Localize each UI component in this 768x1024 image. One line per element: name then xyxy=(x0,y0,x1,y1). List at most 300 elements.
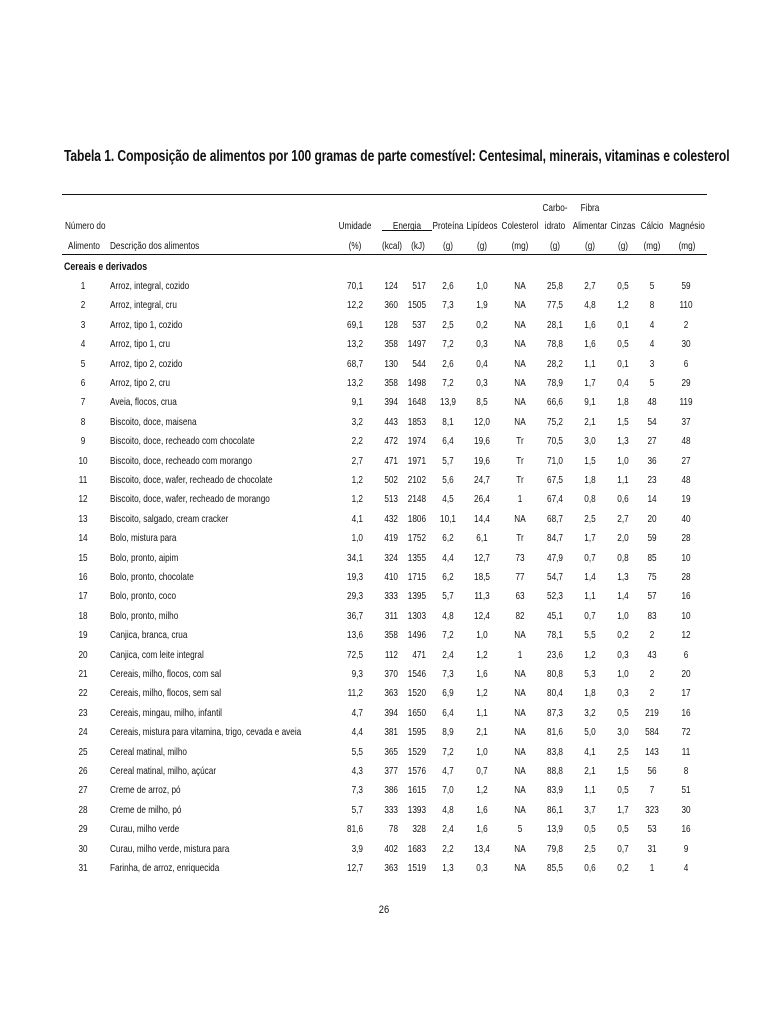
cell-numero: 11 xyxy=(78,474,88,486)
cell-carbo: 83,8 xyxy=(547,745,563,758)
cell-umidade: 11,2 xyxy=(347,687,363,700)
cell-lipideos: 8,5 xyxy=(476,396,488,409)
header-rule xyxy=(62,254,707,255)
cell-numero: 2 xyxy=(80,299,86,312)
table-row xyxy=(0,590,768,609)
cell-descricao: Bolo, pronto, aipim xyxy=(110,551,179,564)
cell-kj: 1395 xyxy=(407,590,426,603)
cell-calcio: 31 xyxy=(647,842,657,855)
cell-colesterol: Tr xyxy=(516,532,524,545)
cell-fibra: 1,2 xyxy=(584,648,596,661)
cell-numero: 13 xyxy=(78,512,88,525)
cell-proteina: 2,4 xyxy=(442,648,454,661)
cell-lipideos: 1,9 xyxy=(476,299,488,312)
cell-colesterol: NA xyxy=(514,280,526,292)
cell-cinzas: 0,3 xyxy=(617,687,629,700)
cell-cinzas: 3,0 xyxy=(617,726,629,739)
header-kj-unit: (kJ) xyxy=(411,240,425,252)
cell-colesterol: NA xyxy=(514,299,526,312)
header-numero-bottom: Alimento xyxy=(68,240,100,252)
cell-kcal: 377 xyxy=(384,765,398,777)
cell-cinzas: 1,0 xyxy=(617,454,629,467)
cell-calcio: 323 xyxy=(645,803,659,816)
cell-magnesio: 10 xyxy=(681,609,691,622)
cell-carbo: 54,7 xyxy=(547,571,563,583)
cell-fibra: 2,5 xyxy=(584,842,596,855)
cell-numero: 17 xyxy=(78,590,88,603)
cell-lipideos: 11,3 xyxy=(474,590,490,603)
cell-calcio: 56 xyxy=(647,765,657,777)
cell-carbo: 81,6 xyxy=(547,726,563,739)
cell-proteina: 4,8 xyxy=(442,609,454,622)
cell-colesterol: NA xyxy=(514,318,526,331)
cell-carbo: 28,2 xyxy=(547,357,563,370)
table-title: Tabela 1. Composição de alimentos por 100 gramas de parte comestível: Centesimal, minerais, vitaminas e colesterol xyxy=(64,148,730,165)
cell-fibra: 4,1 xyxy=(584,745,596,758)
cell-calcio: 36 xyxy=(647,454,657,467)
cell-magnesio: 6 xyxy=(683,357,689,370)
cell-fibra: 1,8 xyxy=(584,687,596,700)
cell-fibra: 2,1 xyxy=(584,765,596,777)
table-row xyxy=(0,299,768,318)
cell-numero: 14 xyxy=(78,532,88,545)
cell-proteina: 4,8 xyxy=(442,803,454,816)
table-row xyxy=(0,610,768,629)
cell-lipideos: 0,3 xyxy=(476,338,488,351)
cell-cinzas: 0,5 xyxy=(617,280,629,292)
cell-colesterol: NA xyxy=(514,784,526,797)
cell-descricao: Arroz, tipo 2, cru xyxy=(110,377,171,389)
section-heading: Cereais e derivados xyxy=(64,261,148,273)
cell-numero: 21 xyxy=(78,668,88,680)
cell-magnesio: 20 xyxy=(681,668,691,680)
cell-colesterol: NA xyxy=(514,842,526,855)
cell-umidade: 4,1 xyxy=(351,512,363,525)
cell-cinzas: 1,4 xyxy=(617,590,629,603)
cell-fibra: 2,5 xyxy=(584,512,596,525)
cell-kcal: 402 xyxy=(384,842,398,855)
cell-proteina: 4,5 xyxy=(442,493,454,506)
cell-proteina: 10,1 xyxy=(440,512,456,525)
cell-proteina: 7,3 xyxy=(442,668,454,680)
table-row xyxy=(0,552,768,571)
cell-numero: 12 xyxy=(78,493,88,506)
cell-kj: 1853 xyxy=(407,415,426,428)
cell-descricao: Creme de arroz, pó xyxy=(110,784,181,797)
cell-proteina: 7,2 xyxy=(442,377,454,389)
cell-carbo: 85,5 xyxy=(547,862,563,874)
cell-cinzas: 2,7 xyxy=(617,512,629,525)
cell-magnesio: 16 xyxy=(681,823,691,836)
cell-calcio: 4 xyxy=(649,338,655,351)
table-row xyxy=(0,862,768,881)
cell-umidade: 7,3 xyxy=(351,784,363,797)
header-descricao: Descrição dos alimentos xyxy=(110,240,200,252)
cell-proteina: 6,4 xyxy=(442,435,454,448)
cell-lipideos: 6,1 xyxy=(476,532,488,545)
cell-proteina: 6,2 xyxy=(442,571,454,583)
cell-cinzas: 2,0 xyxy=(617,532,629,545)
cell-kj: 2148 xyxy=(407,493,426,506)
table-row xyxy=(0,416,768,435)
header-proteina: Proteína xyxy=(432,220,464,232)
cell-cinzas: 1,1 xyxy=(617,474,629,486)
cell-cinzas: 1,7 xyxy=(617,803,629,816)
cell-proteina: 1,3 xyxy=(442,862,454,874)
cell-carbo: 70,5 xyxy=(547,435,563,448)
cell-magnesio: 6 xyxy=(683,648,689,661)
cell-fibra: 1,6 xyxy=(584,318,596,331)
cell-lipideos: 1,2 xyxy=(476,687,488,700)
cell-proteina: 8,9 xyxy=(442,726,454,739)
table-row xyxy=(0,455,768,474)
cell-calcio: 2 xyxy=(649,687,655,700)
table-row xyxy=(0,765,768,784)
cell-cinzas: 1,5 xyxy=(617,415,629,428)
cell-colesterol: NA xyxy=(514,377,526,389)
cell-kj: 1683 xyxy=(407,842,426,855)
cell-kj: 1615 xyxy=(407,784,426,797)
cell-lipideos: 1,2 xyxy=(476,784,488,797)
cell-umidade: 12,2 xyxy=(347,299,363,312)
cell-lipideos: 0,7 xyxy=(476,765,488,777)
cell-fibra: 1,6 xyxy=(584,338,596,351)
cell-colesterol: NA xyxy=(514,415,526,428)
cell-descricao: Cereais, milho, flocos, sem sal xyxy=(110,687,222,700)
cell-kcal: 78 xyxy=(388,823,398,836)
cell-cinzas: 0,6 xyxy=(617,493,629,506)
cell-carbo: 52,3 xyxy=(547,590,563,603)
cell-magnesio: 27 xyxy=(681,454,691,467)
cell-calcio: 5 xyxy=(649,377,655,389)
cell-lipideos: 1,0 xyxy=(476,280,488,292)
cell-lipideos: 18,5 xyxy=(474,571,490,583)
cell-kcal: 471 xyxy=(384,454,398,467)
cell-umidade: 19,3 xyxy=(347,571,363,583)
cell-kcal: 363 xyxy=(384,687,398,700)
cell-fibra: 1,1 xyxy=(584,784,596,797)
cell-fibra: 2,7 xyxy=(584,280,596,292)
cell-fibra: 1,1 xyxy=(584,590,596,603)
cell-magnesio: 11 xyxy=(681,745,691,758)
cell-fibra: 0,7 xyxy=(584,551,596,564)
cell-magnesio: 72 xyxy=(681,726,691,739)
cell-cinzas: 1,8 xyxy=(617,396,629,409)
cell-calcio: 53 xyxy=(647,823,657,836)
cell-magnesio: 59 xyxy=(681,280,691,292)
cell-colesterol: NA xyxy=(514,668,526,680)
cell-cinzas: 0,1 xyxy=(617,357,629,370)
cell-umidade: 1,2 xyxy=(351,474,363,486)
header-calcio-unit: (mg) xyxy=(643,240,661,252)
cell-umidade: 13,2 xyxy=(347,338,363,351)
table-row xyxy=(0,687,768,706)
header-carbo-bottom: idrato xyxy=(544,220,566,232)
cell-magnesio: 110 xyxy=(679,299,693,312)
cell-lipideos: 12,4 xyxy=(474,609,490,622)
cell-cinzas: 0,3 xyxy=(617,648,629,661)
cell-numero: 28 xyxy=(78,803,88,816)
cell-proteina: 7,0 xyxy=(442,784,454,797)
cell-umidade: 1,2 xyxy=(351,493,363,506)
header-lipideos-unit: (g) xyxy=(476,240,488,252)
cell-magnesio: 28 xyxy=(681,532,691,545)
cell-cinzas: 1,3 xyxy=(617,571,629,583)
cell-numero: 6 xyxy=(80,377,86,389)
cell-kcal: 386 xyxy=(384,784,398,797)
table-row xyxy=(0,377,768,396)
cell-kj: 1715 xyxy=(407,571,426,583)
cell-carbo: 66,6 xyxy=(547,396,563,409)
cell-magnesio: 16 xyxy=(681,590,691,603)
cell-colesterol: Tr xyxy=(516,474,524,486)
cell-magnesio: 51 xyxy=(681,784,691,797)
cell-calcio: 75 xyxy=(647,571,657,583)
cell-colesterol: NA xyxy=(514,765,526,777)
table-row xyxy=(0,746,768,765)
cell-kj: 1498 xyxy=(407,377,426,389)
cell-kcal: 365 xyxy=(384,745,398,758)
cell-umidade: 69,1 xyxy=(347,318,363,331)
cell-fibra: 2,1 xyxy=(584,415,596,428)
cell-kj: 1546 xyxy=(407,668,426,680)
header-calcio: Cálcio xyxy=(640,220,664,232)
cell-fibra: 1,8 xyxy=(584,474,596,486)
cell-proteina: 5,7 xyxy=(442,590,454,603)
cell-magnesio: 4 xyxy=(683,862,689,874)
cell-kj: 1355 xyxy=(407,551,426,564)
cell-fibra: 1,1 xyxy=(584,357,596,370)
cell-cinzas: 1,0 xyxy=(617,609,629,622)
cell-calcio: 2 xyxy=(649,629,655,642)
cell-fibra: 1,4 xyxy=(584,571,596,583)
cell-proteina: 2,4 xyxy=(442,823,454,836)
header-umidade: Umidade xyxy=(338,220,372,232)
cell-calcio: 14 xyxy=(647,493,657,506)
cell-calcio: 584 xyxy=(645,726,659,739)
header-carbo-top: Carbo- xyxy=(542,202,568,214)
cell-kcal: 333 xyxy=(384,590,398,603)
cell-numero: 8 xyxy=(80,415,86,428)
cell-lipideos: 1,6 xyxy=(476,668,488,680)
cell-kj: 1974 xyxy=(407,435,426,448)
cell-fibra: 5,3 xyxy=(584,668,596,680)
cell-colesterol: Tr xyxy=(516,435,524,448)
cell-carbo: 68,7 xyxy=(547,512,563,525)
cell-umidade: 4,3 xyxy=(351,765,363,777)
cell-kcal: 358 xyxy=(384,629,398,642)
cell-colesterol: 77 xyxy=(515,571,525,583)
cell-umidade: 4,7 xyxy=(351,706,363,719)
cell-colesterol: 5 xyxy=(517,823,523,836)
cell-colesterol: NA xyxy=(514,706,526,719)
cell-proteina: 13,9 xyxy=(440,396,456,409)
cell-calcio: 3 xyxy=(649,357,655,370)
cell-kcal: 432 xyxy=(384,512,398,525)
cell-proteina: 7,2 xyxy=(442,338,454,351)
header-magnesio-unit: (mg) xyxy=(678,240,696,252)
cell-umidade: 9,3 xyxy=(351,668,363,680)
cell-lipideos: 13,4 xyxy=(474,842,490,855)
cell-umidade: 13,6 xyxy=(347,629,363,642)
cell-lipideos: 1,6 xyxy=(476,803,488,816)
cell-umidade: 2,2 xyxy=(351,435,363,448)
table-row xyxy=(0,513,768,532)
cell-descricao: Arroz, integral, cozido xyxy=(110,280,190,292)
cell-kj: 537 xyxy=(412,318,426,331)
header-magnesio: Magnésio xyxy=(669,220,705,232)
cell-kcal: 128 xyxy=(384,318,398,331)
table-row xyxy=(0,843,768,862)
cell-umidade: 5,5 xyxy=(351,745,363,758)
cell-kcal: 394 xyxy=(384,706,398,719)
cell-fibra: 1,5 xyxy=(584,454,596,467)
cell-magnesio: 29 xyxy=(681,377,691,389)
cell-descricao: Creme de milho, pó xyxy=(110,803,182,816)
cell-kcal: 311 xyxy=(384,609,398,622)
cell-proteina: 2,5 xyxy=(442,318,454,331)
cell-cinzas: 0,5 xyxy=(617,784,629,797)
cell-carbo: 79,8 xyxy=(547,842,563,855)
header-proteina-unit: (g) xyxy=(442,240,454,252)
cell-lipideos: 1,0 xyxy=(476,745,488,758)
cell-kcal: 381 xyxy=(384,726,398,739)
cell-fibra: 4,8 xyxy=(584,299,596,312)
page-number: 26 xyxy=(378,904,390,916)
cell-descricao: Cereais, mingau, milho, infantil xyxy=(110,706,222,719)
cell-descricao: Biscoito, doce, recheado com chocolate xyxy=(110,435,255,448)
cell-kcal: 358 xyxy=(384,377,398,389)
cell-magnesio: 119 xyxy=(679,396,693,409)
cell-numero: 18 xyxy=(78,609,88,622)
cell-calcio: 83 xyxy=(647,609,657,622)
table-row xyxy=(0,474,768,493)
cell-umidade: 29,3 xyxy=(347,590,363,603)
cell-kj: 1529 xyxy=(407,745,426,758)
cell-calcio: 143 xyxy=(645,745,659,758)
cell-lipideos: 26,4 xyxy=(474,493,490,506)
cell-lipideos: 19,6 xyxy=(474,454,490,467)
cell-numero: 27 xyxy=(78,784,88,797)
header-carbo-unit: (g) xyxy=(549,240,561,252)
cell-colesterol: NA xyxy=(514,512,526,525)
cell-carbo: 77,5 xyxy=(547,299,563,312)
cell-lipideos: 1,6 xyxy=(476,823,488,836)
table-row xyxy=(0,396,768,415)
cell-fibra: 3,2 xyxy=(584,706,596,719)
cell-umidade: 70,1 xyxy=(347,280,363,292)
cell-calcio: 43 xyxy=(647,648,657,661)
cell-calcio: 8 xyxy=(649,299,655,312)
cell-cinzas: 0,8 xyxy=(617,551,629,564)
cell-proteina: 2,6 xyxy=(442,280,454,292)
cell-carbo: 84,7 xyxy=(547,532,563,545)
cell-numero: 9 xyxy=(80,435,86,448)
cell-descricao: Arroz, tipo 1, cozido xyxy=(110,318,183,331)
cell-numero: 23 xyxy=(78,706,88,719)
cell-colesterol: NA xyxy=(514,862,526,874)
cell-descricao: Farinha, de arroz, enriquecida xyxy=(110,862,220,874)
header-colesterol-unit: (mg) xyxy=(511,240,529,252)
cell-numero: 22 xyxy=(78,687,88,700)
cell-numero: 7 xyxy=(80,396,86,409)
cell-fibra: 1,7 xyxy=(584,377,596,389)
cell-colesterol: NA xyxy=(514,803,526,816)
cell-fibra: 9,1 xyxy=(584,396,596,409)
cell-carbo: 83,9 xyxy=(547,784,563,797)
cell-kj: 1650 xyxy=(407,706,426,719)
cell-numero: 3 xyxy=(80,318,86,331)
cell-descricao: Arroz, tipo 1, cru xyxy=(110,338,171,351)
cell-descricao: Cereais, milho, flocos, com sal xyxy=(110,668,222,680)
cell-calcio: 59 xyxy=(647,532,657,545)
cell-cinzas: 1,5 xyxy=(617,765,629,777)
cell-kj: 471 xyxy=(412,648,426,661)
cell-proteina: 2,6 xyxy=(442,357,454,370)
cell-carbo: 23,6 xyxy=(547,648,563,661)
cell-magnesio: 17 xyxy=(681,687,691,700)
header-cinzas: Cinzas xyxy=(610,220,636,232)
cell-magnesio: 48 xyxy=(681,474,691,486)
cell-lipideos: 1,2 xyxy=(476,648,488,661)
cell-colesterol: 1 xyxy=(517,493,523,506)
cell-descricao: Canjica, com leite integral xyxy=(110,648,204,661)
cell-numero: 16 xyxy=(78,571,88,583)
cell-colesterol: NA xyxy=(514,396,526,409)
header-fibra-unit: (g) xyxy=(584,240,596,252)
cell-kcal: 502 xyxy=(384,474,398,486)
cell-lipideos: 0,4 xyxy=(476,357,488,370)
cell-kj: 1505 xyxy=(407,299,426,312)
cell-descricao: Biscoito, doce, wafer, recheado de chocolate xyxy=(110,474,273,486)
cell-umidade: 2,7 xyxy=(351,454,363,467)
cell-fibra: 0,6 xyxy=(584,862,596,874)
cell-numero: 15 xyxy=(78,551,88,564)
cell-umidade: 68,7 xyxy=(347,357,363,370)
cell-descricao: Bolo, mistura para xyxy=(110,532,177,545)
cell-fibra: 0,5 xyxy=(584,823,596,836)
cell-colesterol: 63 xyxy=(515,590,525,603)
cell-numero: 30 xyxy=(78,842,88,855)
cell-calcio: 2 xyxy=(649,668,655,680)
cell-kcal: 358 xyxy=(384,338,398,351)
cell-colesterol: 73 xyxy=(515,551,525,564)
cell-fibra: 3,7 xyxy=(584,803,596,816)
cell-fibra: 5,5 xyxy=(584,629,596,642)
cell-colesterol: NA xyxy=(514,745,526,758)
cell-lipideos: 0,3 xyxy=(476,862,488,874)
cell-lipideos: 24,7 xyxy=(474,474,490,486)
cell-descricao: Bolo, pronto, coco xyxy=(110,590,177,603)
cell-cinzas: 0,2 xyxy=(617,629,629,642)
cell-proteina: 5,7 xyxy=(442,454,454,467)
cell-carbo: 80,8 xyxy=(547,668,563,680)
cell-magnesio: 12 xyxy=(681,629,691,642)
cell-lipideos: 12,0 xyxy=(474,415,490,428)
cell-magnesio: 19 xyxy=(681,493,691,506)
cell-cinzas: 0,2 xyxy=(617,862,629,874)
cell-numero: 19 xyxy=(78,629,88,642)
table-row xyxy=(0,571,768,590)
cell-carbo: 13,9 xyxy=(547,823,563,836)
cell-umidade: 36,7 xyxy=(347,609,363,622)
cell-magnesio: 2 xyxy=(683,318,689,331)
cell-fibra: 0,8 xyxy=(584,493,596,506)
cell-kj: 1519 xyxy=(407,862,426,874)
cell-magnesio: 28 xyxy=(681,571,691,583)
cell-proteina: 8,1 xyxy=(442,415,454,428)
cell-umidade: 72,5 xyxy=(347,648,363,661)
